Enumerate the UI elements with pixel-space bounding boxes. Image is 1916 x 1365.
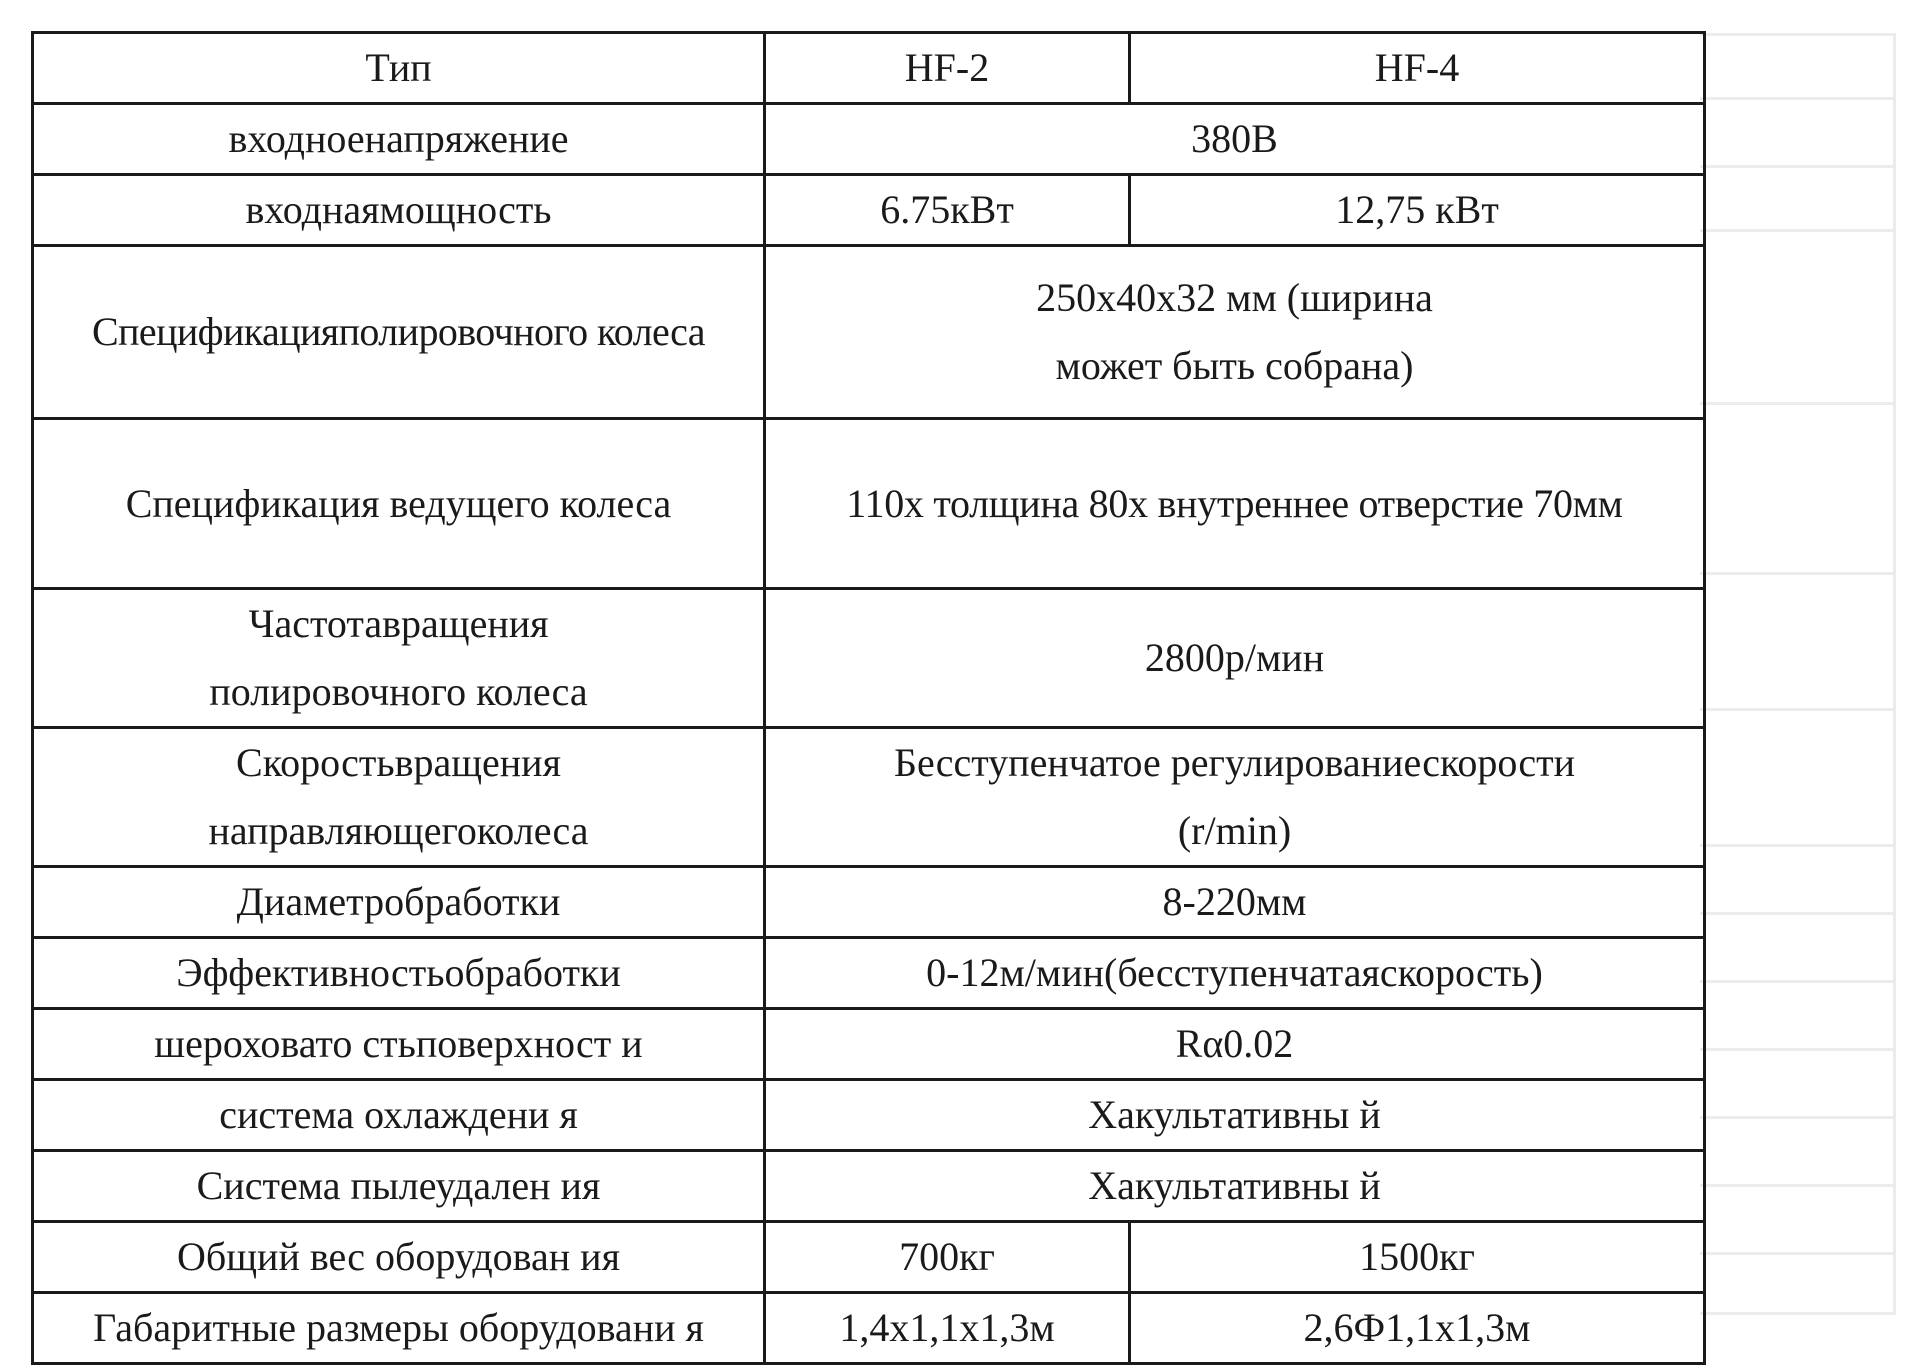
label-line: направляющегоколеса (208, 808, 589, 853)
table-row (33, 419, 1705, 589)
gridline (1700, 980, 1896, 983)
row-label-overall-dimensions: Габаритные размеры оборудовани я (33, 1293, 765, 1364)
header-model-hf2: HF-2 (765, 33, 1130, 104)
value-line: (r/min) (1177, 808, 1292, 853)
row-value-total-weight-hf2: 700кг (765, 1222, 1130, 1293)
table-row (33, 728, 1705, 867)
header-model-hf4: HF-4 (1130, 33, 1705, 104)
gridline (1700, 165, 1896, 168)
row-label-cooling-system: система охлаждени я (33, 1080, 765, 1151)
table-row (33, 1222, 1705, 1293)
table-row (33, 104, 1705, 175)
gridline (1700, 708, 1896, 711)
row-value-input-power-hf2: 6.75кВт (765, 175, 1130, 246)
row-label-processing-efficiency: Эффективностьобработки (33, 938, 765, 1009)
row-label-surface-roughness: шероховато стьповерхност и (33, 1009, 765, 1080)
row-value-drive-wheel-spec: 110х толщина 80х внутреннее отверстие 70мм (765, 419, 1705, 589)
row-value-dust-removal-system: Хакультативны й (765, 1151, 1705, 1222)
table-row (33, 175, 1705, 246)
gridline (1700, 229, 1896, 232)
gridline (1700, 97, 1896, 100)
gridline (1700, 1184, 1896, 1187)
row-value-overall-dimensions-hf2: 1,4х1,1х1,3м (765, 1293, 1130, 1364)
row-value-polishing-wheel-rpm: 2800р/мин (765, 589, 1705, 728)
row-label-processing-diameter: Диаметробработки (33, 867, 765, 938)
table-row-header (33, 33, 1705, 104)
row-label-input-power: входнаямощность (33, 175, 765, 246)
table-row (33, 246, 1705, 419)
label-line: Частотавращения (248, 601, 549, 646)
row-value-input-voltage: 380В (765, 104, 1705, 175)
gridline-vertical (1893, 33, 1896, 1315)
table-row (33, 938, 1705, 1009)
gridline (1700, 1048, 1896, 1051)
label-line: Скоростьвращения (236, 740, 561, 785)
row-value-processing-diameter: 8-220мм (765, 867, 1705, 938)
row-label-guide-wheel-speed (33, 728, 765, 867)
row-label-total-weight: Общий вес оборудован ия (33, 1222, 765, 1293)
table-row (33, 867, 1705, 938)
gridline (1700, 1116, 1896, 1119)
row-value-overall-dimensions-hf4: 2,6Ф1,1х1,3м (1130, 1293, 1705, 1364)
row-value-total-weight-hf4: 1500кг (1130, 1222, 1705, 1293)
gridline (1700, 402, 1896, 405)
row-value-input-power-hf4: 12,75 кВт (1130, 175, 1705, 246)
row-label-drive-wheel-spec: Спецификация ведущего колеса (33, 419, 765, 589)
row-label-polishing-wheel-spec: Спецификацияполировочного колеса (33, 246, 765, 419)
table-row (33, 1293, 1705, 1364)
spec-table (31, 31, 1706, 1365)
gridline (1700, 1252, 1896, 1255)
value-line: Бесступенчатое регулированиескорости (893, 740, 1575, 785)
value-line: 250х40х32 мм (ширина (1036, 275, 1433, 320)
label-line: полировочного колеса (209, 669, 588, 714)
table-row (33, 589, 1705, 728)
row-label-polishing-wheel-rpm (33, 589, 765, 728)
header-type-label: Тип (33, 33, 765, 104)
gridline (1700, 1312, 1896, 1315)
gridline (1700, 844, 1896, 847)
table-row (33, 1009, 1705, 1080)
gridline (1700, 33, 1896, 36)
row-value-processing-efficiency: 0-12м/мин(бесступенчатаяскорость) (765, 938, 1705, 1009)
table-row (33, 1080, 1705, 1151)
row-value-cooling-system: Хакультативны й (765, 1080, 1705, 1151)
row-value-guide-wheel-speed (765, 728, 1705, 867)
spreadsheet-gridlines (1700, 33, 1896, 1315)
row-value-surface-roughness: Rα0.02 (765, 1009, 1705, 1080)
row-label-input-voltage: входноенапряжение (33, 104, 765, 175)
row-label-dust-removal-system: Система пылеудален ия (33, 1151, 765, 1222)
row-value-polishing-wheel-spec (765, 246, 1705, 419)
table-row (33, 1151, 1705, 1222)
gridline (1700, 912, 1896, 915)
value-line: может быть собрана) (1055, 343, 1414, 388)
gridline (1700, 572, 1896, 575)
